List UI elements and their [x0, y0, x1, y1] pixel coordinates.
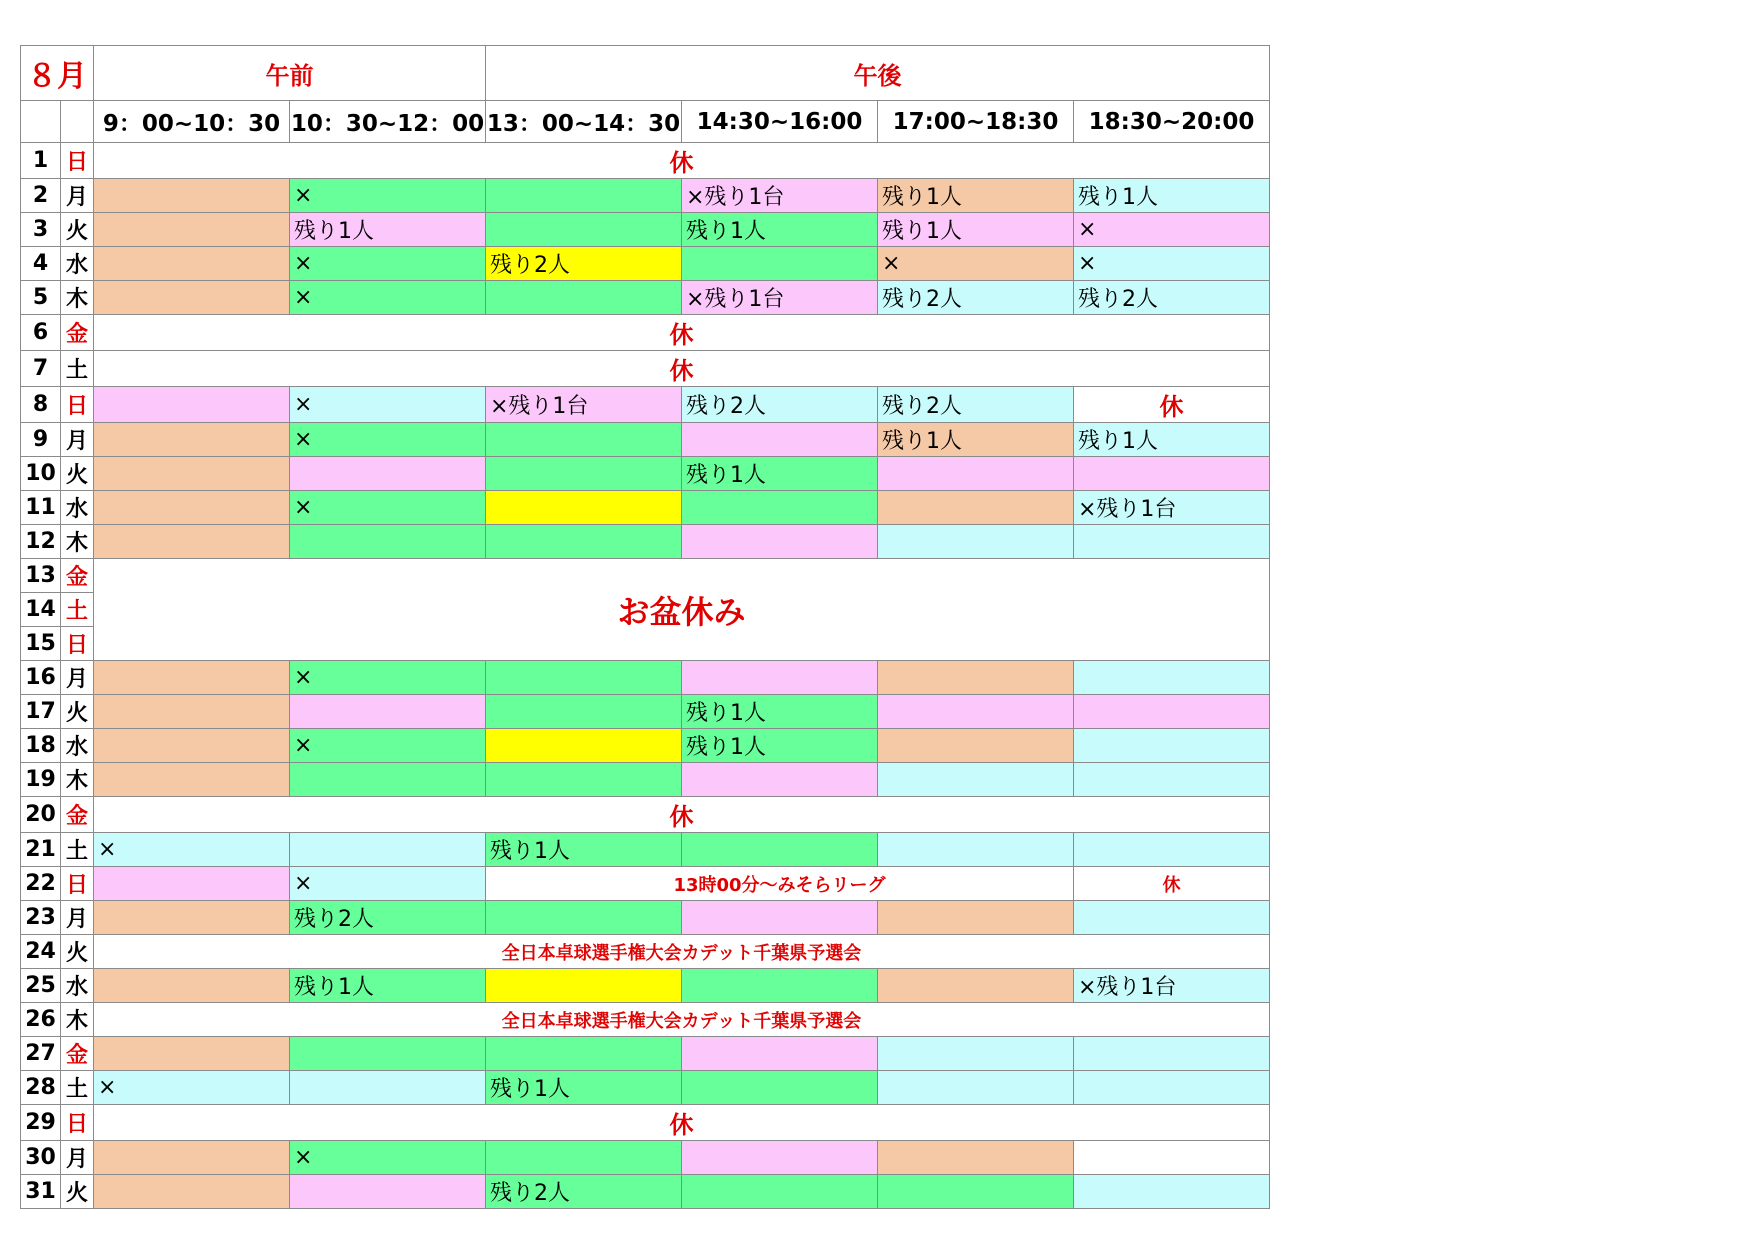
- slot-cell[interactable]: [94, 1175, 290, 1209]
- schedule-row: [21, 1037, 1270, 1071]
- schedule-row: [21, 969, 1270, 1003]
- slot-cell[interactable]: 残り1人: [682, 695, 878, 729]
- slot-cell[interactable]: 残り2人: [1074, 281, 1270, 315]
- slot-cell[interactable]: [878, 661, 1074, 695]
- slot-cell[interactable]: ×: [878, 247, 1074, 281]
- weekday: 月: [61, 661, 94, 695]
- weekday: 金: [61, 797, 94, 833]
- blank-header-cell: [21, 101, 61, 143]
- weekday: 日: [61, 867, 94, 901]
- weekday: 日: [61, 627, 94, 661]
- day-number: 19: [21, 763, 61, 797]
- day-number: 21: [21, 833, 61, 867]
- slot-cell[interactable]: [94, 763, 290, 797]
- schedule-row: [21, 1105, 1270, 1141]
- event-cell: 全日本卓球選手権大会カデット千葉県予選会: [94, 1003, 1270, 1037]
- slot-cell[interactable]: [486, 763, 682, 797]
- slot-cell[interactable]: ×: [290, 423, 486, 457]
- weekday: 水: [61, 969, 94, 1003]
- day-number: 25: [21, 969, 61, 1003]
- schedule-row: [21, 179, 1270, 213]
- slot-cell[interactable]: [878, 1037, 1074, 1071]
- weekday: 日: [61, 1105, 94, 1141]
- slot-cell[interactable]: [1074, 729, 1270, 763]
- slot-cell[interactable]: [1074, 457, 1270, 491]
- slot-cell[interactable]: ×残り1台: [682, 281, 878, 315]
- day-number: 27: [21, 1037, 61, 1071]
- slot-cell[interactable]: [94, 491, 290, 525]
- schedule-row: [21, 525, 1270, 559]
- day-number: 11: [21, 491, 61, 525]
- schedule-table: [20, 45, 1270, 1209]
- slot-cell[interactable]: 残り1人: [878, 423, 1074, 457]
- schedule-row: [21, 1071, 1270, 1105]
- schedule-row: [21, 763, 1270, 797]
- slot-cell[interactable]: ×: [1074, 247, 1270, 281]
- weekday: 土: [61, 1071, 94, 1105]
- day-number: 8: [21, 387, 61, 423]
- slot-cell[interactable]: [682, 525, 878, 559]
- slot-cell[interactable]: 残り2人: [290, 901, 486, 935]
- weekday: 月: [61, 179, 94, 213]
- closed-day-cell: 休: [94, 143, 1270, 179]
- slot-cell[interactable]: [682, 763, 878, 797]
- weekday: 水: [61, 491, 94, 525]
- slot-cell[interactable]: [94, 247, 290, 281]
- slot-cell[interactable]: [1074, 1071, 1270, 1105]
- slot-cell[interactable]: [94, 213, 290, 247]
- day-number: 2: [21, 179, 61, 213]
- slot-cell[interactable]: [290, 833, 486, 867]
- slot-cell[interactable]: [486, 213, 682, 247]
- slot-cell[interactable]: [290, 525, 486, 559]
- weekday: 木: [61, 1003, 94, 1037]
- slot-cell[interactable]: ×: [94, 833, 290, 867]
- slot-cell[interactable]: ×: [290, 491, 486, 525]
- slot-cell[interactable]: ×: [290, 729, 486, 763]
- weekday: 金: [61, 559, 94, 593]
- slot-cell[interactable]: [290, 1071, 486, 1105]
- closed-day-cell: 休: [94, 797, 1270, 833]
- schedule-row: [21, 695, 1270, 729]
- day-number: 6: [21, 315, 61, 351]
- day-number: 18: [21, 729, 61, 763]
- slot-cell[interactable]: [878, 695, 1074, 729]
- weekday: 日: [61, 387, 94, 423]
- slot-cell[interactable]: [94, 281, 290, 315]
- slot-cell[interactable]: [878, 833, 1074, 867]
- day-number: 14: [21, 593, 61, 627]
- closed-slot-cell: 休: [1074, 867, 1270, 901]
- schedule-row: [21, 901, 1270, 935]
- weekday: 水: [61, 247, 94, 281]
- day-number: 1: [21, 143, 61, 179]
- slot-cell[interactable]: [94, 1037, 290, 1071]
- slot-cell[interactable]: 残り2人: [486, 1175, 682, 1209]
- schedule-row: [21, 315, 1270, 351]
- slot-cell[interactable]: 残り2人: [682, 387, 878, 423]
- slot-header: 14:30~16:00: [682, 101, 878, 143]
- slot-cell[interactable]: ×残り1台: [1074, 969, 1270, 1003]
- slot-cell[interactable]: [1074, 1037, 1270, 1071]
- slot-cell[interactable]: [682, 661, 878, 695]
- slot-cell[interactable]: [682, 423, 878, 457]
- day-number: 15: [21, 627, 61, 661]
- day-number: 4: [21, 247, 61, 281]
- event-cell: 全日本卓球選手権大会カデット千葉県予選会: [94, 935, 1270, 969]
- slot-cell[interactable]: [486, 661, 682, 695]
- day-number: 13: [21, 559, 61, 593]
- slot-cell[interactable]: [682, 1071, 878, 1105]
- schedule-row: [21, 491, 1270, 525]
- schedule-row: [21, 1175, 1270, 1209]
- weekday: 土: [61, 351, 94, 387]
- schedule-row: [21, 797, 1270, 833]
- weekday: 金: [61, 1037, 94, 1071]
- slot-cell[interactable]: [1074, 833, 1270, 867]
- slot-cell[interactable]: [290, 763, 486, 797]
- day-number: 26: [21, 1003, 61, 1037]
- closed-day-cell: 休: [94, 351, 1270, 387]
- weekday: 木: [61, 763, 94, 797]
- slot-cell[interactable]: [878, 763, 1074, 797]
- slot-cell[interactable]: [94, 179, 290, 213]
- slot-cell[interactable]: [486, 491, 682, 525]
- event-cell: 13時00分～みそらリーグ: [486, 867, 1074, 901]
- slot-header: 13：00~14：30: [486, 101, 682, 143]
- schedule-row: [21, 423, 1270, 457]
- slot-cell[interactable]: 残り1人: [682, 213, 878, 247]
- weekday: 火: [61, 1175, 94, 1209]
- slot-cell[interactable]: 残り1人: [290, 969, 486, 1003]
- slot-cell[interactable]: [94, 387, 290, 423]
- weekday: 火: [61, 935, 94, 969]
- slot-cell[interactable]: ×残り1台: [1074, 491, 1270, 525]
- slot-cell[interactable]: [94, 525, 290, 559]
- schedule-row: [21, 143, 1270, 179]
- slot-cell[interactable]: [94, 423, 290, 457]
- closed-day-cell: 休: [94, 1105, 1270, 1141]
- schedule-row: [21, 247, 1270, 281]
- slot-cell[interactable]: [1074, 763, 1270, 797]
- slot-cell[interactable]: [94, 661, 290, 695]
- slot-cell[interactable]: [878, 525, 1074, 559]
- slot-cell[interactable]: ×: [290, 661, 486, 695]
- slot-cell[interactable]: [290, 1175, 486, 1209]
- day-number: 3: [21, 213, 61, 247]
- weekday: 月: [61, 901, 94, 935]
- slot-cell[interactable]: [290, 457, 486, 491]
- slot-cell[interactable]: [486, 179, 682, 213]
- closed-slot-cell: 休: [1074, 387, 1270, 423]
- slot-cell[interactable]: [94, 969, 290, 1003]
- slot-cell[interactable]: [94, 457, 290, 491]
- slot-header: 17:00~18:30: [878, 101, 1074, 143]
- slot-cell[interactable]: [486, 457, 682, 491]
- am-header: 午前: [94, 46, 486, 101]
- slot-cell[interactable]: 残り1人: [486, 833, 682, 867]
- slot-cell[interactable]: ×: [290, 281, 486, 315]
- day-number: 9: [21, 423, 61, 457]
- weekday: 火: [61, 695, 94, 729]
- slot-cell[interactable]: [878, 457, 1074, 491]
- slot-cell[interactable]: [1074, 525, 1270, 559]
- day-number: 7: [21, 351, 61, 387]
- day-number: 16: [21, 661, 61, 695]
- schedule-row: [21, 351, 1270, 387]
- weekday: 木: [61, 281, 94, 315]
- slot-cell[interactable]: 残り1人: [290, 213, 486, 247]
- weekday: 月: [61, 1141, 94, 1175]
- day-number: 30: [21, 1141, 61, 1175]
- slot-cell[interactable]: 残り1人: [878, 213, 1074, 247]
- slot-cell[interactable]: [1074, 695, 1270, 729]
- slot-cell[interactable]: 残り2人: [878, 281, 1074, 315]
- weekday: 土: [61, 593, 94, 627]
- slot-cell[interactable]: [94, 1141, 290, 1175]
- day-number: 17: [21, 695, 61, 729]
- slot-cell[interactable]: [682, 1175, 878, 1209]
- slot-cell[interactable]: 残り2人: [878, 387, 1074, 423]
- slot-header: 9：00~10：30: [94, 101, 290, 143]
- slot-cell[interactable]: [878, 729, 1074, 763]
- schedule-row: [21, 213, 1270, 247]
- slot-cell[interactable]: 残り1人: [682, 729, 878, 763]
- slot-cell[interactable]: [1074, 661, 1270, 695]
- slot-cell[interactable]: 残り1人: [1074, 179, 1270, 213]
- slot-cell[interactable]: ×残り1台: [682, 179, 878, 213]
- weekday: 日: [61, 143, 94, 179]
- slot-cell[interactable]: 残り1人: [682, 457, 878, 491]
- day-number: 29: [21, 1105, 61, 1141]
- slot-cell[interactable]: [94, 901, 290, 935]
- slot-cell[interactable]: [878, 491, 1074, 525]
- weekday: 木: [61, 525, 94, 559]
- slot-header: 10：30~12：00: [290, 101, 486, 143]
- slot-cell[interactable]: [682, 969, 878, 1003]
- closed-day-cell: 休: [94, 315, 1270, 351]
- weekday: 土: [61, 833, 94, 867]
- slot-cell[interactable]: [486, 729, 682, 763]
- slot-cell[interactable]: [486, 423, 682, 457]
- schedule-row: [21, 867, 1270, 901]
- schedule-row: [21, 1003, 1270, 1037]
- day-number: 5: [21, 281, 61, 315]
- slot-cell[interactable]: [878, 1141, 1074, 1175]
- schedule-row: [21, 833, 1270, 867]
- slot-cell[interactable]: [878, 901, 1074, 935]
- weekday: 金: [61, 315, 94, 351]
- schedule-row: [21, 387, 1270, 423]
- schedule-row: [21, 935, 1270, 969]
- schedule-row: [21, 281, 1270, 315]
- slot-cell[interactable]: 残り1人: [486, 1071, 682, 1105]
- slot-cell[interactable]: [682, 833, 878, 867]
- slot-cell[interactable]: [486, 901, 682, 935]
- slot-cell[interactable]: [94, 695, 290, 729]
- day-number: 24: [21, 935, 61, 969]
- slot-cell[interactable]: [878, 1071, 1074, 1105]
- slot-cell[interactable]: ×: [290, 867, 486, 901]
- slot-cell[interactable]: [878, 1175, 1074, 1209]
- slot-cell[interactable]: [486, 969, 682, 1003]
- day-number: 28: [21, 1071, 61, 1105]
- slot-cell[interactable]: [94, 729, 290, 763]
- slot-cell[interactable]: 残り1人: [1074, 423, 1270, 457]
- slot-cell[interactable]: ×: [94, 1071, 290, 1105]
- slot-cell[interactable]: 残り1人: [878, 179, 1074, 213]
- obon-holiday-cell: お盆休み: [94, 559, 1270, 661]
- slot-cell[interactable]: ×: [290, 1141, 486, 1175]
- slot-cell[interactable]: 残り2人: [486, 247, 682, 281]
- slot-cell[interactable]: [682, 901, 878, 935]
- slot-cell[interactable]: ×: [290, 179, 486, 213]
- day-number: 22: [21, 867, 61, 901]
- slot-header: 18:30~20:00: [1074, 101, 1270, 143]
- slot-cell[interactable]: [878, 969, 1074, 1003]
- slot-cell[interactable]: [1074, 1141, 1270, 1175]
- slot-cell[interactable]: [1074, 1175, 1270, 1209]
- weekday: 火: [61, 457, 94, 491]
- slot-cell[interactable]: ×: [1074, 213, 1270, 247]
- slot-cell[interactable]: [682, 491, 878, 525]
- schedule-row: [21, 729, 1270, 763]
- day-number: 12: [21, 525, 61, 559]
- slot-cell[interactable]: [486, 525, 682, 559]
- day-number: 10: [21, 457, 61, 491]
- slot-cell[interactable]: [682, 1037, 878, 1071]
- slot-cell[interactable]: [290, 695, 486, 729]
- schedule-row: [21, 559, 1270, 593]
- slot-cell[interactable]: [486, 281, 682, 315]
- weekday: 水: [61, 729, 94, 763]
- schedule-row: [21, 661, 1270, 695]
- schedule-row: [21, 1141, 1270, 1175]
- weekday: 火: [61, 213, 94, 247]
- slot-cell[interactable]: [290, 1037, 486, 1071]
- slot-cell[interactable]: ×: [290, 247, 486, 281]
- slot-cell[interactable]: [682, 1141, 878, 1175]
- slot-cell[interactable]: [486, 695, 682, 729]
- blank-header-cell: [61, 101, 94, 143]
- slot-cell[interactable]: [486, 1037, 682, 1071]
- slot-cell[interactable]: [682, 247, 878, 281]
- slot-cell[interactable]: ×: [290, 387, 486, 423]
- pm-header: 午後: [486, 46, 1270, 101]
- day-number: 23: [21, 901, 61, 935]
- slot-cell[interactable]: [94, 867, 290, 901]
- slot-cell[interactable]: ×残り1台: [486, 387, 682, 423]
- slot-cell[interactable]: [1074, 901, 1270, 935]
- weekday: 月: [61, 423, 94, 457]
- slot-cell[interactable]: [486, 1141, 682, 1175]
- month-title: ８月: [21, 46, 94, 101]
- day-number: 31: [21, 1175, 61, 1209]
- schedule-row: [21, 457, 1270, 491]
- day-number: 20: [21, 797, 61, 833]
